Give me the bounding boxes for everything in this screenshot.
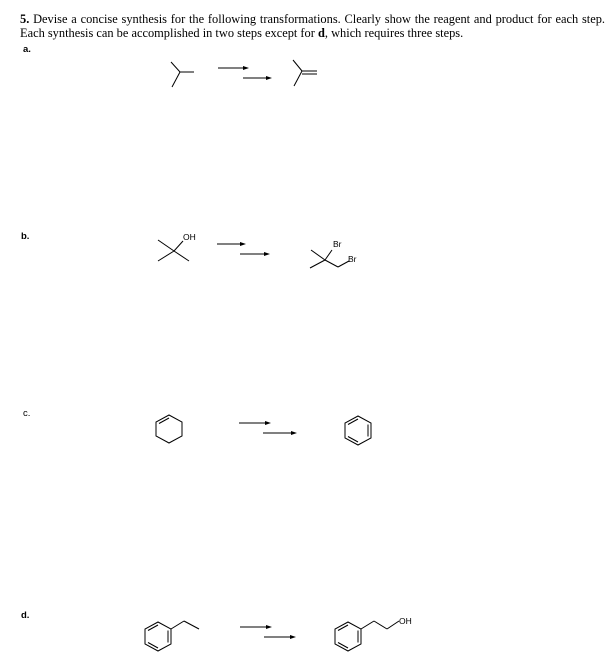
part-d-oh-label: OH [399, 616, 412, 626]
part-b-starting-material [152, 232, 202, 266]
part-c-reaction-arrow [239, 420, 299, 445]
question-body: Devise a concise synthesis for the following transformations. Clearly show the reagent and product for each step. Each synthesis can be accomplished in two steps except for [20, 12, 605, 40]
part-d-reaction-arrow [240, 624, 300, 649]
part-d-label: d. [21, 610, 30, 621]
question-number: 5. [20, 12, 30, 26]
part-b-label: b. [21, 231, 30, 242]
part-b-product [304, 236, 366, 274]
part-b-oh-label: OH [183, 232, 196, 242]
part-c-product-benzene [340, 413, 376, 447]
part-d-product [332, 612, 424, 656]
part-a-label: a. [23, 44, 31, 55]
part-a-starting-material [170, 60, 194, 90]
question-body-end: , which requires three steps. [324, 26, 464, 40]
part-b-br-label-2: Br [348, 254, 357, 264]
question-text [20, 12, 605, 40]
question-bold-letter: d [318, 26, 325, 40]
part-a-reaction-arrow [218, 66, 278, 91]
part-a-product [290, 58, 320, 90]
part-c-label: c. [23, 408, 31, 419]
part-b-br-label-1: Br [333, 239, 342, 249]
part-b-reaction-arrow [217, 242, 277, 267]
part-d-starting-material [142, 612, 212, 656]
part-c-starting-material-cyclohexene [153, 412, 187, 446]
